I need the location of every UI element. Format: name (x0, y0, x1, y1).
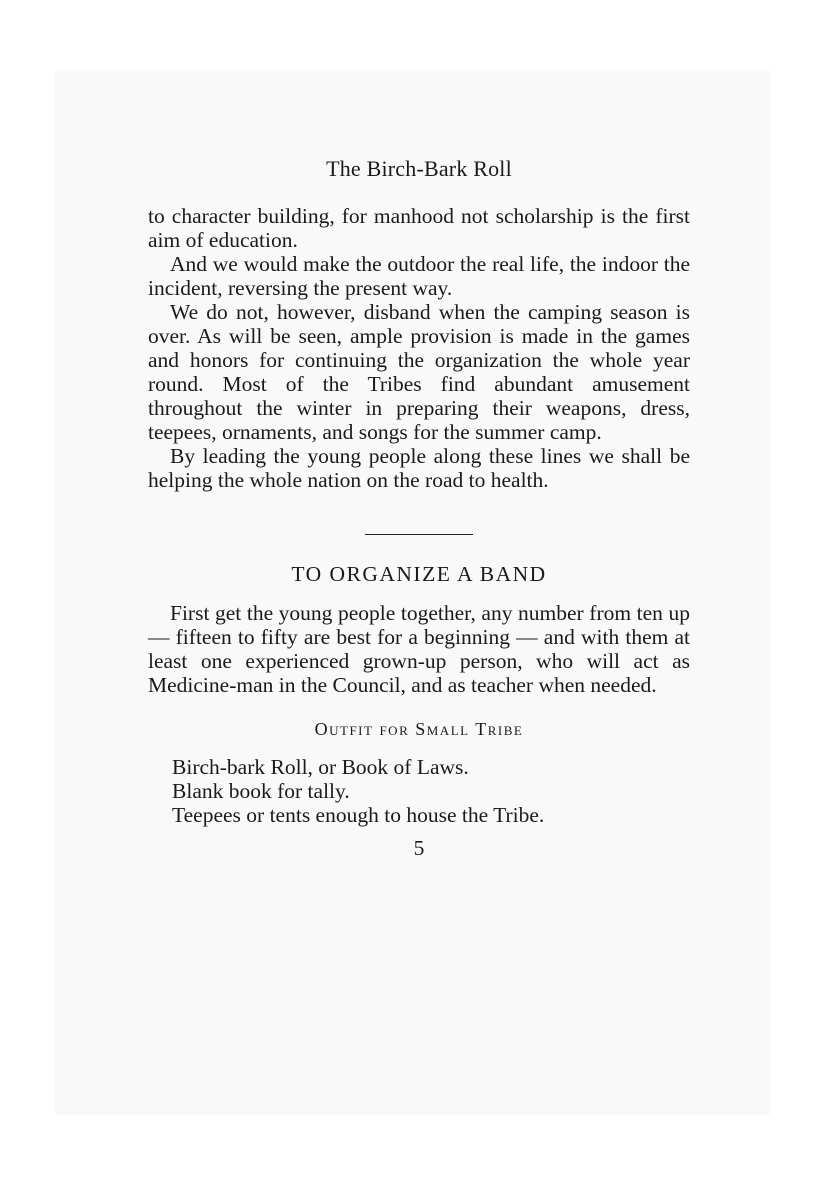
outfit-list (148, 755, 690, 827)
paragraph-nation-health: By leading the young people along these lines we shall be helping the whole nation on the road to health. (148, 444, 690, 492)
running-head: The Birch-Bark Roll (326, 156, 512, 181)
paragraph-outdoor: And we would make the outdoor the real life, the indoor the incident, reversing the present way. (148, 252, 690, 300)
page-content (148, 150, 690, 861)
outfit-item: Blank book for tally. (172, 779, 350, 803)
section-title: TO ORGANIZE A BAND (291, 562, 547, 586)
section-divider (365, 534, 473, 535)
paragraph-organize: First get the young people together, any number from ten up — fifteen to fifty are best for a beginning — and with them at least one experienced grown-up person, who will act as Medicine-man in the Council, and as teacher when needed. (148, 601, 690, 697)
paragraph-camping-season: We do not, however, disband when the camping season is over. As will be seen, ample provision is made in the games and honors for continuing the organization the whole year round. Most of the Tribes find abundant amusement throughout the winter in preparing their weapons, dress, teepees, ornaments, and songs for the summer camp. (148, 300, 690, 444)
paragraph-continuation: to character building, for manhood not scholarship is the first aim of education. (148, 204, 690, 252)
page-number: 5 (413, 836, 425, 860)
outfit-title: Outfit for Small Tribe (314, 719, 524, 739)
outfit-item: Teepees or tents enough to house the Tribe. (172, 803, 545, 827)
outfit-item: Birch-bark Roll, or Book of Laws. (172, 755, 469, 779)
